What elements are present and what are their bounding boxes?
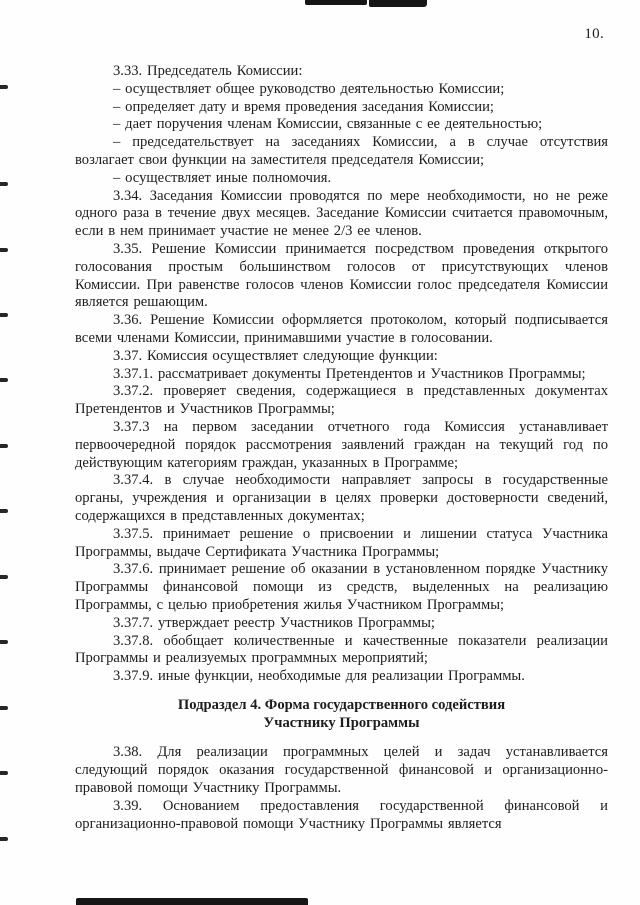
dash-item-2: – определяет дату и время проведения заседания Комиссии;	[113, 98, 494, 115]
dash-item-3: – дает поручения членам Комиссии, связанные с ее деятельностью;	[113, 116, 543, 133]
para-3-39: 3.39. Основанием предоставления государственной финансовой и организационно-правовой помощи Участнику Программы является	[75, 797, 608, 832]
scan-edge-mark	[0, 248, 8, 252]
dash-item-1: – осуществляет общее руководство деятельностью Комиссии;	[113, 80, 505, 97]
para-3-37-1: 3.37.1. рассматривает документы Претендентов и Участников Программы;	[113, 365, 586, 382]
para-3-37-9: 3.37.9. иные функции, необходимые для реализации Программы.	[113, 668, 525, 685]
scan-edge-mark	[0, 640, 8, 644]
subsection-heading-line2: Участнику Программы	[263, 714, 420, 731]
para-3-37: 3.37. Комиссия осуществляет следующие функции:	[113, 347, 438, 364]
scan-artifact-top	[369, 0, 427, 7]
scan-edge-mark	[0, 509, 8, 513]
scan-edge-mark	[0, 771, 8, 775]
document-body	[75, 63, 608, 833]
para-3-37-8: 3.37.8. обобщает количественные и качественные показатели реализации Программы и реализуемых программных мероприятий;	[75, 632, 608, 667]
scan-edge-mark	[0, 313, 8, 317]
subsection-heading	[75, 697, 608, 733]
scan-artifact-top	[305, 0, 367, 5]
para-3-37-3: 3.37.3 на первом заседании отчетного года Комиссия устанавливает первоочередной порядок рассмотрения заявлений граждан на текущий год по действующим категориям граждан, указанных в Программе;	[75, 418, 608, 471]
page-number: 10.	[584, 26, 604, 42]
para-3-37-6: 3.37.6. принимает решение об оказании в установленном порядке Участнику Программы финансовой помощи из средств, выделенных на реализацию Программы, с целью приобретения жилья Участником Программы;	[75, 561, 608, 613]
dash-item-4: – председательствует на заседаниях Комиссии, а в случае отсутствия возлагает свои функции на заместителя председателя Комиссии;	[75, 134, 608, 168]
para-3-37-4: 3.37.4. в случае необходимости направляет запросы в государственные органы, учреждения и организации в целях проверки достоверности сведений, содержащихся в представленных документах;	[75, 472, 608, 524]
scan-edge-mark	[0, 575, 8, 579]
scan-edge-mark	[0, 444, 8, 448]
scan-artifact-bottom	[76, 898, 308, 905]
subsection-heading-line1: Подраздел 4. Форма государственного содействия	[177, 696, 506, 713]
para-3-33: 3.33. Председатель Комиссии:	[113, 63, 303, 79]
scan-edge-mark	[0, 182, 8, 186]
scan-edge-mark	[0, 706, 8, 710]
para-3-34: 3.34. Заседания Комиссии проводятся по мере необходимости, но не реже одного раза в течение двух месяцев. Заседание Комиссии считается правомочным, если в нем принимает участие не менее 2/3 ее членов.	[75, 187, 608, 240]
para-3-37-5: 3.37.5. принимает решение о присвоении и лишении статуса Участника Программы, выдаче Сертификата Участника Программы;	[75, 525, 608, 560]
para-3-37-2: 3.37.2. проверяет сведения, содержащиеся в представленных документах Претендентов и Участников Программы;	[75, 383, 608, 418]
scan-edge-mark	[0, 378, 8, 382]
para-3-38: 3.38. Для реализации программных целей и задач устанавливается следующий порядок оказания государственной финансовой и организационно-правовой помощи Участнику Программы.	[75, 744, 608, 797]
scan-edge-mark	[0, 837, 8, 841]
para-3-35: 3.35. Решение Комиссии принимается посредством проведения открытого голосования простым большинством голосов от присутствующих членов Комиссии. При равенстве голосов членов Комиссии голос председателя Комиссии является решающим.	[75, 240, 608, 311]
scan-edge-mark	[0, 85, 8, 89]
para-3-36: 3.36. Решение Комиссии оформляется протоколом, который подписывается всеми членами Комиссии, принимавшими участие в голосовании.	[75, 312, 608, 346]
dash-item-5: – осуществляет иные полномочия.	[113, 169, 332, 186]
para-3-37-7: 3.37.7. утверждает реестр Участников Программы;	[113, 614, 435, 631]
